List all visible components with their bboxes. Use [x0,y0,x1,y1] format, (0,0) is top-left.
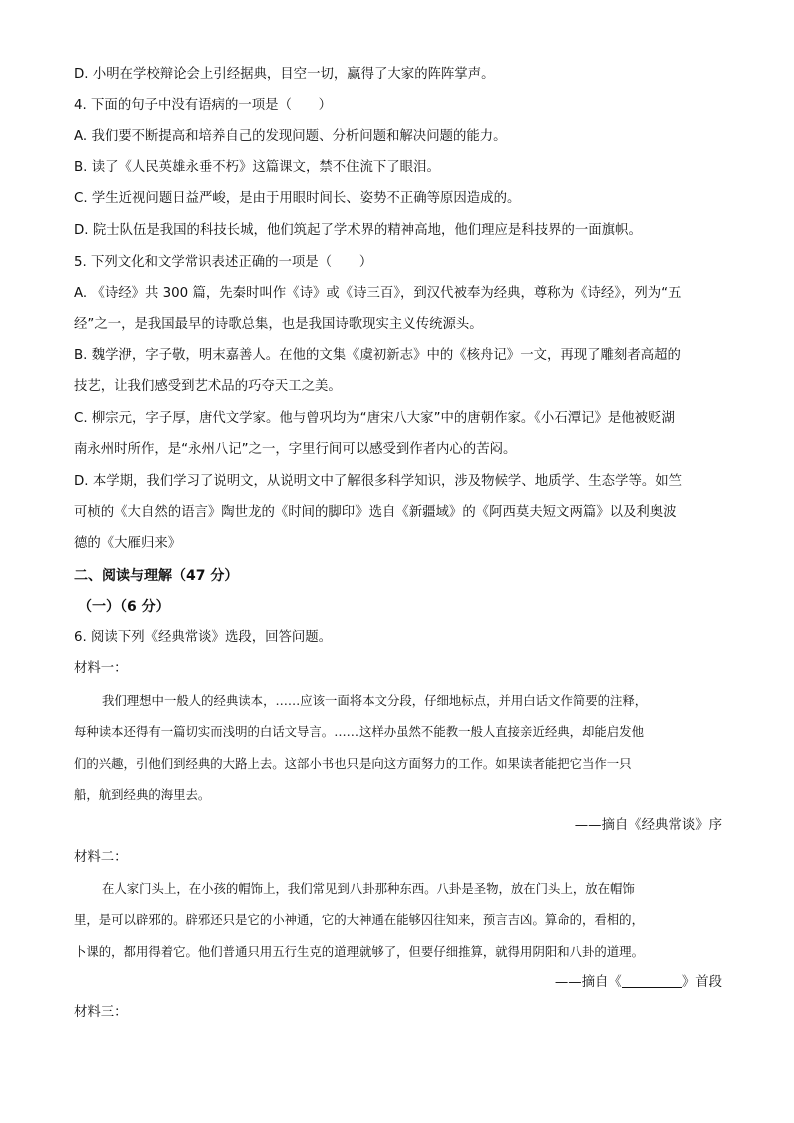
material1-line1: 我们理想中一般人的经典读本，……应该一面将本文分段，仔细地标点，并用白话文作简要的注释， [102,693,648,708]
q5-option-c-line1: C. 柳宗元，字子厚，唐代文学家。他与曾巩均为“唐宋八大家”中的唐朝作家。《小石潭记》是他被贬湖 [74,411,675,426]
material2-source-blank [622,973,682,988]
section2-title: 二、阅读与理解（47 分） [74,568,239,584]
q4-option-d: D. 院士队伍是我国的科技长城，他们筑起了学术界的精神高地，他们理应是科技界的一面旗帜。 [74,223,642,238]
q5-option-a-line1: A. 《诗经》共 300 篇，先秦时叫作《诗》或《诗三百》，到汉代被奉为经典，尊称为《诗经》，列为“五 [74,286,682,301]
q5-option-c-line2: 南永州时所作，是“永州八记”之一，字里行间可以感受到作者内心的苦闷。 [74,442,517,457]
material1-label: 材料一： [74,661,128,676]
material2-line2: 里，是可以辟邪的。辟邪还只是它的小神通，它的大神通在能够囚往知来，预言吉凶。算命的，看相的， [74,912,644,927]
q4-option-c: C. 学生近视问题日益严峻，是由于用眼时间长、姿势不正确等原因造成的。 [74,191,521,206]
material2-source-suffix: 》首段 [681,975,722,990]
q5-option-d-line1: D. 本学期，我们学习了说明文，从说明文中了解很多科学知识，涉及物候学、地质学、生态学等。如竺 [74,474,683,489]
material1-line2: 每种读本还得有一篇切实而浅明的白话文导言。……这样办虽然不能教一般人直接亲近经典，却能启发他 [74,724,644,739]
material2-line3: 卜课的，都用得着它。他们普通只用五行生克的道理就够了，但要仔细推算，就得用阴阳和八卦的道理。 [74,944,644,959]
q5-stem: 5. 下列文化和文学常识表述正确的一项是（ ） [74,255,373,270]
material2-label: 材料二： [74,850,128,865]
q4-stem: 4. 下面的句子中没有语病的一项是（ ） [74,98,333,113]
q5-option-d-line2: 可桢的《大自然的语言》陶世龙的《时间的脚印》选自《新疆域》的《阿西莫夫短文两篇》以及利奥波 [74,505,677,520]
material2-line1: 在人家门头上，在小孩的帽饰上，我们常见到八卦那种东西。八卦是圣物，放在门头上，放在帽饰 [102,881,635,896]
material2-source-prefix: ——摘自《 [554,975,622,990]
q4-option-b: B. 读了《人民英雄永垂不朽》这篇课文，禁不住流下了眼泪。 [74,160,440,175]
q5-option-b-line1: B. 魏学洢，字子敬，明末嘉善人。在他的文集《虞初新志》中的《核舟记》一文，再现了雕刻者高超的 [74,348,681,363]
q5-option-d-line3: 德的《大雁归来》 [74,536,182,551]
q4-option-a: A. 我们要不断提高和培养自己的发现问题、分析问题和解决问题的能力。 [74,129,507,144]
q5-option-b-line2: 技艺，让我们感受到艺术品的巧夺天工之美。 [74,379,342,394]
section2-part1: （一）（6 分） [78,599,170,615]
material2-source [555,973,722,992]
q3-option-d: D. 小明在学校辩论会上引经据典，目空一切，赢得了大家的阵阵掌声。 [74,67,495,82]
material1-line3: 们的兴趣，引他们到经典的大路上去。这部小书也只是向这方面努力的工作。如果读者能把它当作一只 [74,756,632,771]
material1-source: ——摘自《经典常谈》序 [574,818,722,833]
q6-stem: 6. 阅读下列《经典常谈》选段，回答问题。 [74,630,333,645]
material1-line4: 船，航到经典的海里去。 [74,787,211,802]
material3-label: 材料三： [74,1005,128,1020]
q5-option-a-line2: 经”之一，是我国最早的诗歌总集，也是我国诗歌现实主义传统源头。 [74,317,483,332]
